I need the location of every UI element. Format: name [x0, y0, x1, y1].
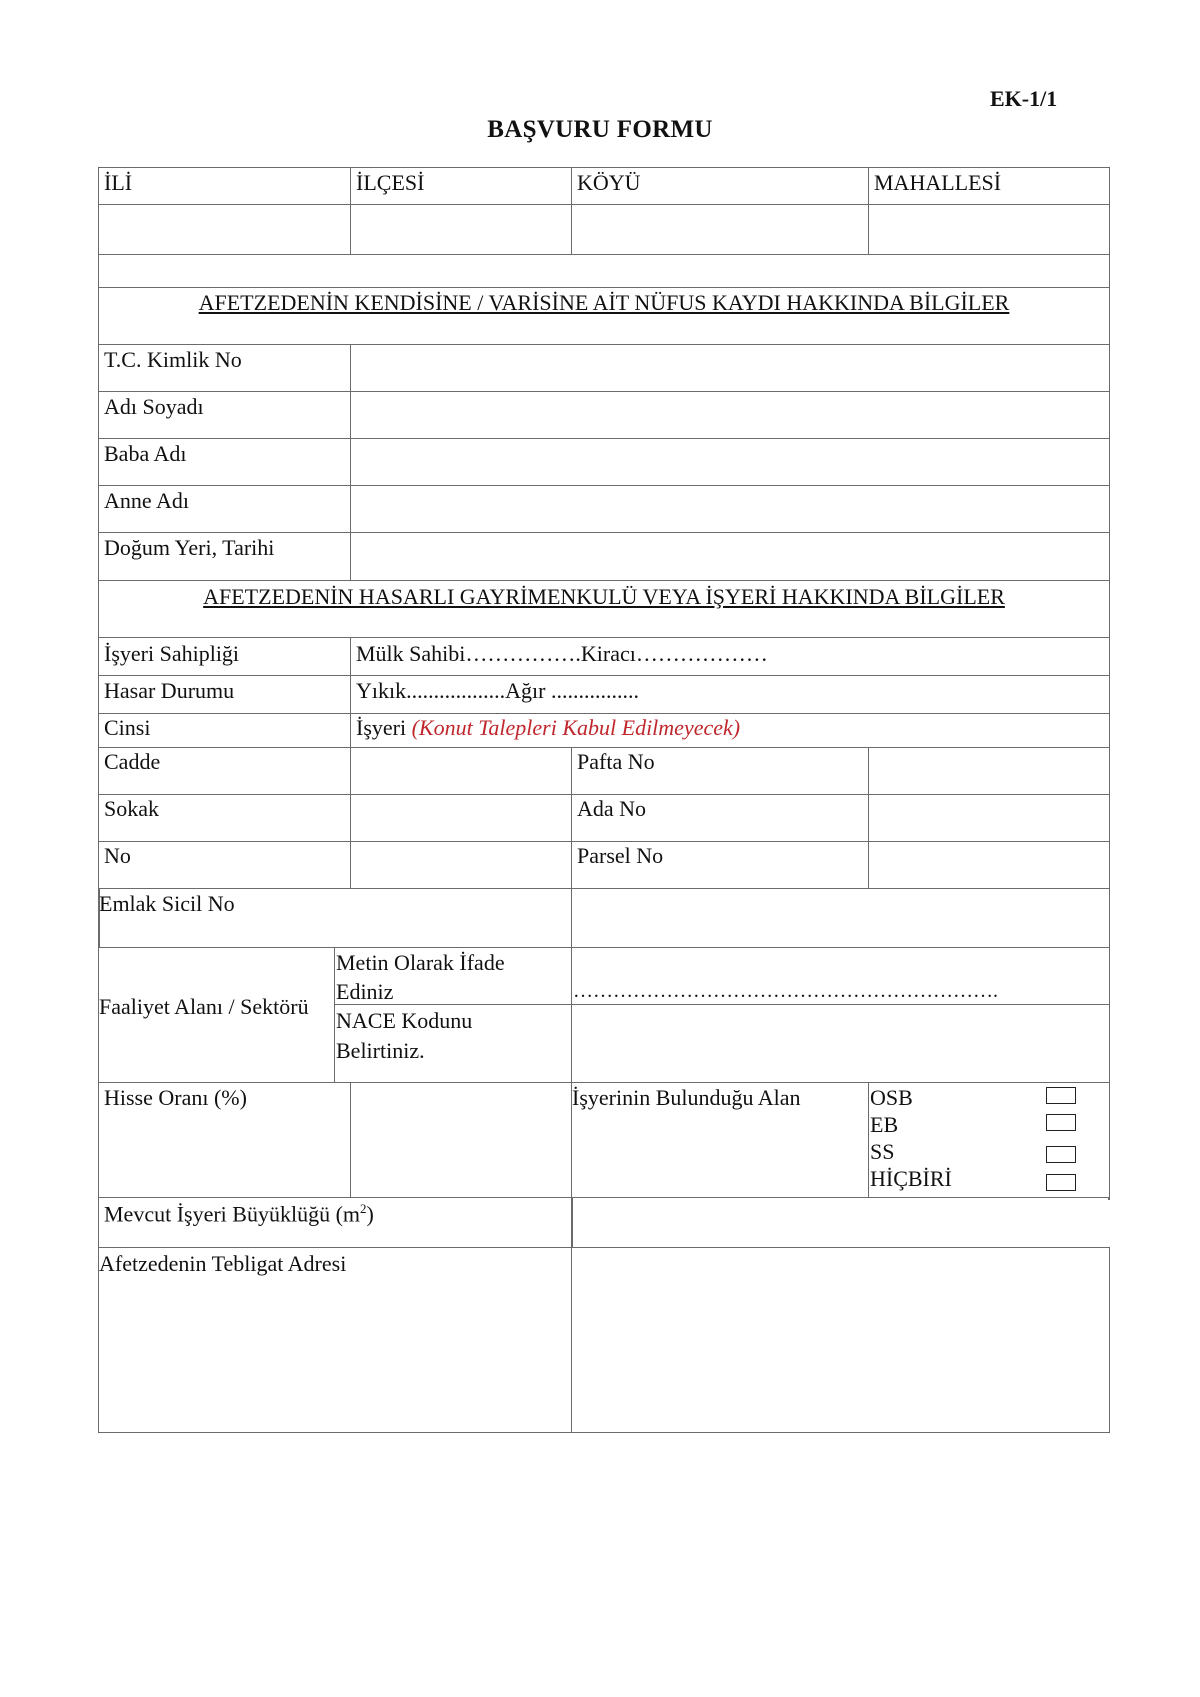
il-input-cell[interactable] [98, 204, 351, 255]
mahalle-label: MAHALLESİ [874, 170, 1002, 195]
cinsi-value: İşyeri (Konut Talepleri Kabul Edilmeyecek) [356, 715, 741, 740]
hasar-value: Yıkık..................Ağır ................ [356, 678, 639, 703]
emlak-label: Emlak Sicil No [99, 891, 235, 916]
option-eb-label: EB [870, 1112, 899, 1137]
size-input-cell[interactable] [571, 1200, 1108, 1246]
activity-nace-input-cell[interactable] [571, 1004, 1110, 1083]
anne-input-cell[interactable] [350, 485, 1110, 533]
parsel-input-cell[interactable] [868, 841, 1110, 889]
option-osb-checkbox[interactable] [1046, 1087, 1076, 1104]
size-right-border-stub [1108, 1197, 1110, 1200]
spacer-row [98, 254, 1110, 288]
adsoyad-input-cell[interactable] [350, 391, 1110, 439]
il-label: İLİ [104, 170, 133, 195]
activity-dots: ………………………………………………………. [573, 980, 998, 1002]
section2-heading: AFETZEDENİN HASARLI GAYRİMENKULÜ VEYA İŞYERİ HAKKINDA BİLGİLER [203, 584, 1005, 609]
section1-heading: AFETZEDENİN KENDİSİNE / VARİSİNE AİT NÜFUS KAYDI HAKKINDA BİLGİLER [198, 290, 1010, 315]
ilce-input-cell[interactable] [350, 204, 572, 255]
sokak-input-cell[interactable] [350, 794, 572, 842]
ada-input-cell[interactable] [868, 794, 1110, 842]
baba-label: Baba Adı [104, 441, 187, 466]
sahiplik-value: Mülk Sahibi…………….Kiracı……………… [356, 641, 768, 666]
sahiplik-label: İşyeri Sahipliği [104, 641, 240, 666]
no-label-cell [98, 841, 351, 889]
activity-text-label-1: Metin Olarak İfade [336, 950, 505, 975]
activity-nace-label-1: NACE Kodunu [336, 1008, 473, 1033]
anne-label: Anne Adı [104, 488, 189, 513]
cadde-label: Cadde [104, 749, 161, 774]
activity-nace-label-2: Belirtiniz. [336, 1038, 425, 1063]
share-input-cell[interactable] [350, 1082, 572, 1198]
option-ss-checkbox[interactable] [1046, 1146, 1076, 1163]
option-ss-label: SS [870, 1139, 895, 1164]
no-label: No [104, 843, 131, 868]
address-label: Afetzedenin Tebligat Adresi [99, 1251, 347, 1276]
address-input-cell[interactable] [571, 1247, 1110, 1433]
baba-input-cell[interactable] [350, 438, 1110, 486]
dogum-label: Doğum Yeri, Tarihi [104, 535, 275, 560]
mahalle-input-cell[interactable] [868, 204, 1110, 255]
activity-text-label-2: Ediniz [336, 979, 394, 1004]
option-eb-checkbox[interactable] [1046, 1114, 1076, 1131]
area-label: İşyerinin Bulunduğu Alan [572, 1085, 801, 1110]
share-label: Hisse Oranı (%) [104, 1085, 247, 1110]
pafta-input-cell[interactable] [868, 747, 1110, 795]
ada-label: Ada No [577, 796, 647, 821]
koy-label: KÖYÜ [577, 170, 641, 195]
emlak-input-cell[interactable] [571, 888, 1110, 948]
tc-label: T.C. Kimlik No [104, 347, 242, 372]
option-hicbiri-label: HİÇBİRİ [870, 1166, 952, 1191]
ilce-label: İLÇESİ [356, 170, 425, 195]
dogum-input-cell[interactable] [350, 532, 1110, 581]
adsoyad-label: Adı Soyadı [104, 394, 204, 419]
cadde-input-cell[interactable] [350, 747, 572, 795]
pafta-label: Pafta No [577, 749, 655, 774]
parsel-label: Parsel No [577, 843, 664, 868]
no-input-cell[interactable] [350, 841, 572, 889]
option-hicbiri-checkbox[interactable] [1046, 1174, 1076, 1191]
koy-input-cell[interactable] [571, 204, 869, 255]
option-osb-label: OSB [870, 1085, 913, 1110]
cinsi-label: Cinsi [104, 715, 151, 740]
sokak-label: Sokak [104, 796, 159, 821]
hasar-label: Hasar Durumu [104, 678, 235, 703]
document-code: EK-1/1 [990, 86, 1058, 111]
cinsi-note: (Konut Talepleri Kabul Edilmeyecek) [411, 715, 741, 740]
activity-label: Faaliyet Alanı / Sektörü [99, 994, 309, 1019]
size-label: Mevcut İşyeri Büyüklüğü $(m^2)$ [104, 1201, 374, 1227]
tc-input-cell[interactable] [350, 344, 1110, 392]
il-header-cell [98, 167, 351, 205]
form-title: BAŞVURU FORMU [487, 116, 713, 143]
